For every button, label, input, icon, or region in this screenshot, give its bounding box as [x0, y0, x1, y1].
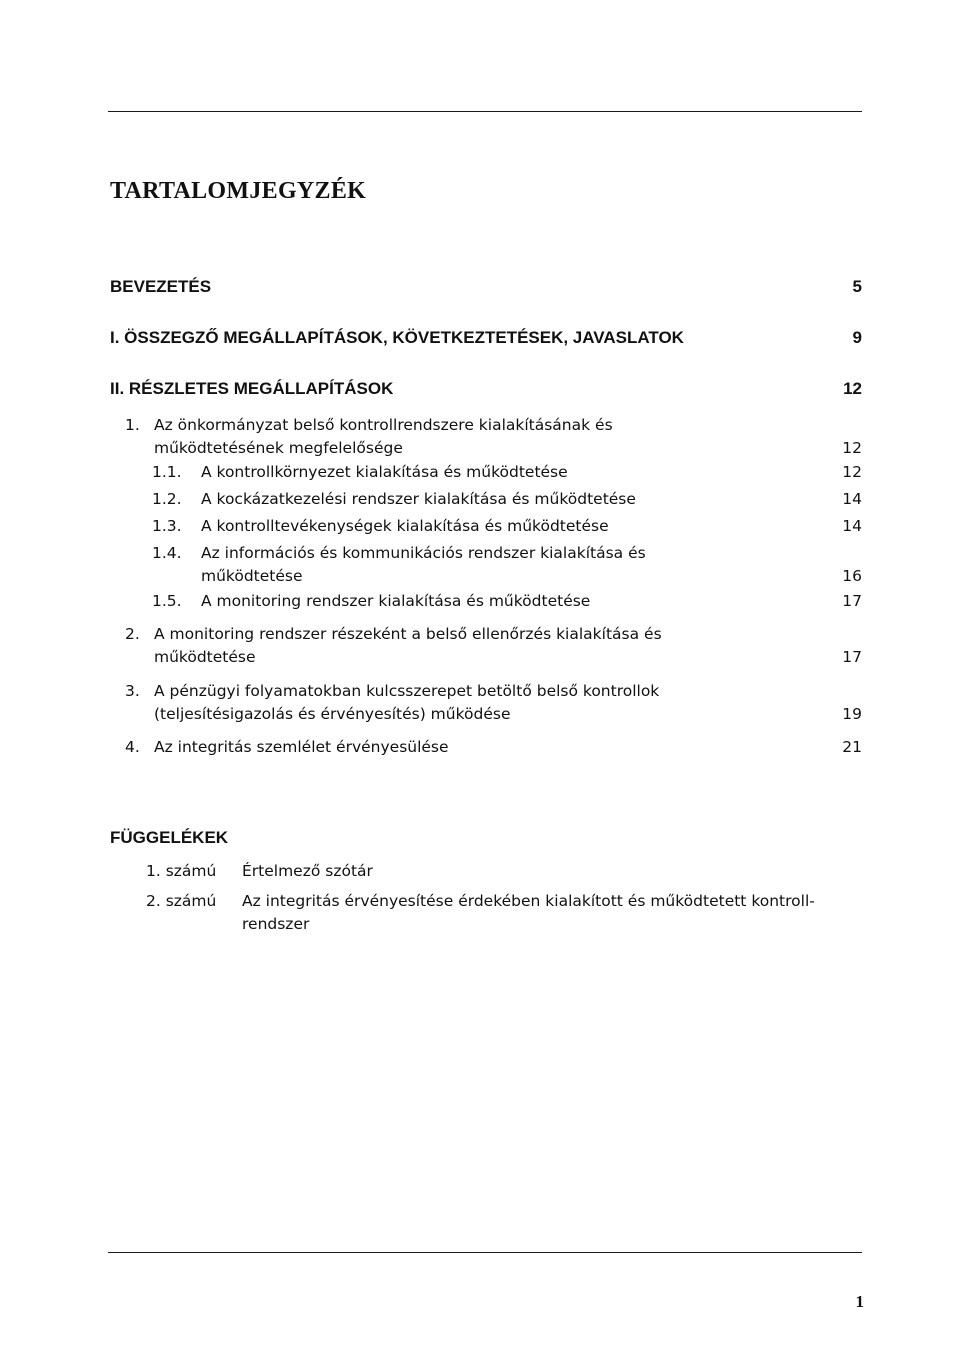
toc-entry-label: I. ÖSSZEGZŐ MEGÁLLAPÍTÁSOK, KÖVETKEZTETÉSEK, JAVASLATOK — [110, 328, 684, 347]
toc-section-label: A kontrollkörnyezet kialakítása és működtetése — [201, 463, 568, 481]
toc-entry-page: 9 — [852, 328, 862, 347]
toc-section-label: A kontrolltevékenységek kialakítása és működtetése — [201, 517, 609, 535]
toc-section-page: 16 — [842, 567, 862, 585]
toc-section-number: 4. — [125, 738, 140, 756]
toc-entry-label: BEVEZETÉS — [110, 277, 212, 296]
toc-entry-page: 12 — [843, 379, 862, 398]
toc-section-number: 1.2. — [152, 490, 182, 508]
toc-section-number: 1.4. — [152, 544, 182, 562]
toc-section-page: 14 — [842, 517, 862, 535]
header-rule — [108, 111, 862, 112]
toc-section-number: 1.1. — [152, 463, 182, 481]
toc-section-page: 17 — [842, 648, 862, 666]
toc-section-label: A monitoring rendszer részeként a belső ellenőrzés kialakítása és működtetése — [154, 625, 662, 666]
toc-section-page: 19 — [842, 705, 862, 723]
toc-section-number: 3. — [125, 682, 140, 700]
toc-section-label: A kockázatkezelési rendszer kialakítása és működtetése — [201, 490, 636, 508]
toc-entry-page: 5 — [852, 277, 862, 296]
appendix-item-number: 2. számú — [146, 892, 217, 910]
toc-section-page: 12 — [842, 439, 862, 457]
toc-section-page: 17 — [842, 592, 862, 610]
page-title: TARTALOMJEGYZÉK — [110, 178, 367, 204]
toc-section-label: Az információs és kommunikációs rendszer kialakítása és működtetése — [201, 544, 646, 585]
toc-section-page: 12 — [842, 463, 862, 481]
toc-section-page: 21 — [842, 738, 862, 756]
toc-section-number: 1.3. — [152, 517, 182, 535]
toc-section-label: A monitoring rendszer kialakítása és működtetése — [201, 592, 591, 610]
toc-section-label: A pénzügyi folyamatokban kulcsszerepet betöltő belső kontrollok (teljesítésigazolás és érvényesítés) működése — [154, 682, 660, 723]
toc-section-number: 1.5. — [152, 592, 182, 610]
appendix-item-label: Az integritás érvényesítése érdekében kialakított és működtetett kontroll-rendszer — [242, 892, 815, 933]
appendix-item-label: Értelmező szótár — [242, 862, 373, 880]
toc-section-number: 1. — [125, 416, 140, 434]
toc-section-label: Az önkormányzat belső kontrollrendszere kialakításának és működtetésének megfelelősége — [154, 416, 613, 457]
toc-entry-label: II. RÉSZLETES MEGÁLLAPÍTÁSOK — [110, 379, 394, 398]
appendix-title: FÜGGELÉKEK — [110, 828, 229, 847]
appendix-item-number: 1. számú — [146, 862, 217, 880]
toc-section-number: 2. — [125, 625, 140, 643]
footer-rule — [108, 1252, 862, 1253]
toc-section-page: 14 — [842, 490, 862, 508]
page-number: 1 — [855, 1292, 864, 1311]
toc-section-label: Az integritás szemlélet érvényesülése — [154, 738, 449, 756]
